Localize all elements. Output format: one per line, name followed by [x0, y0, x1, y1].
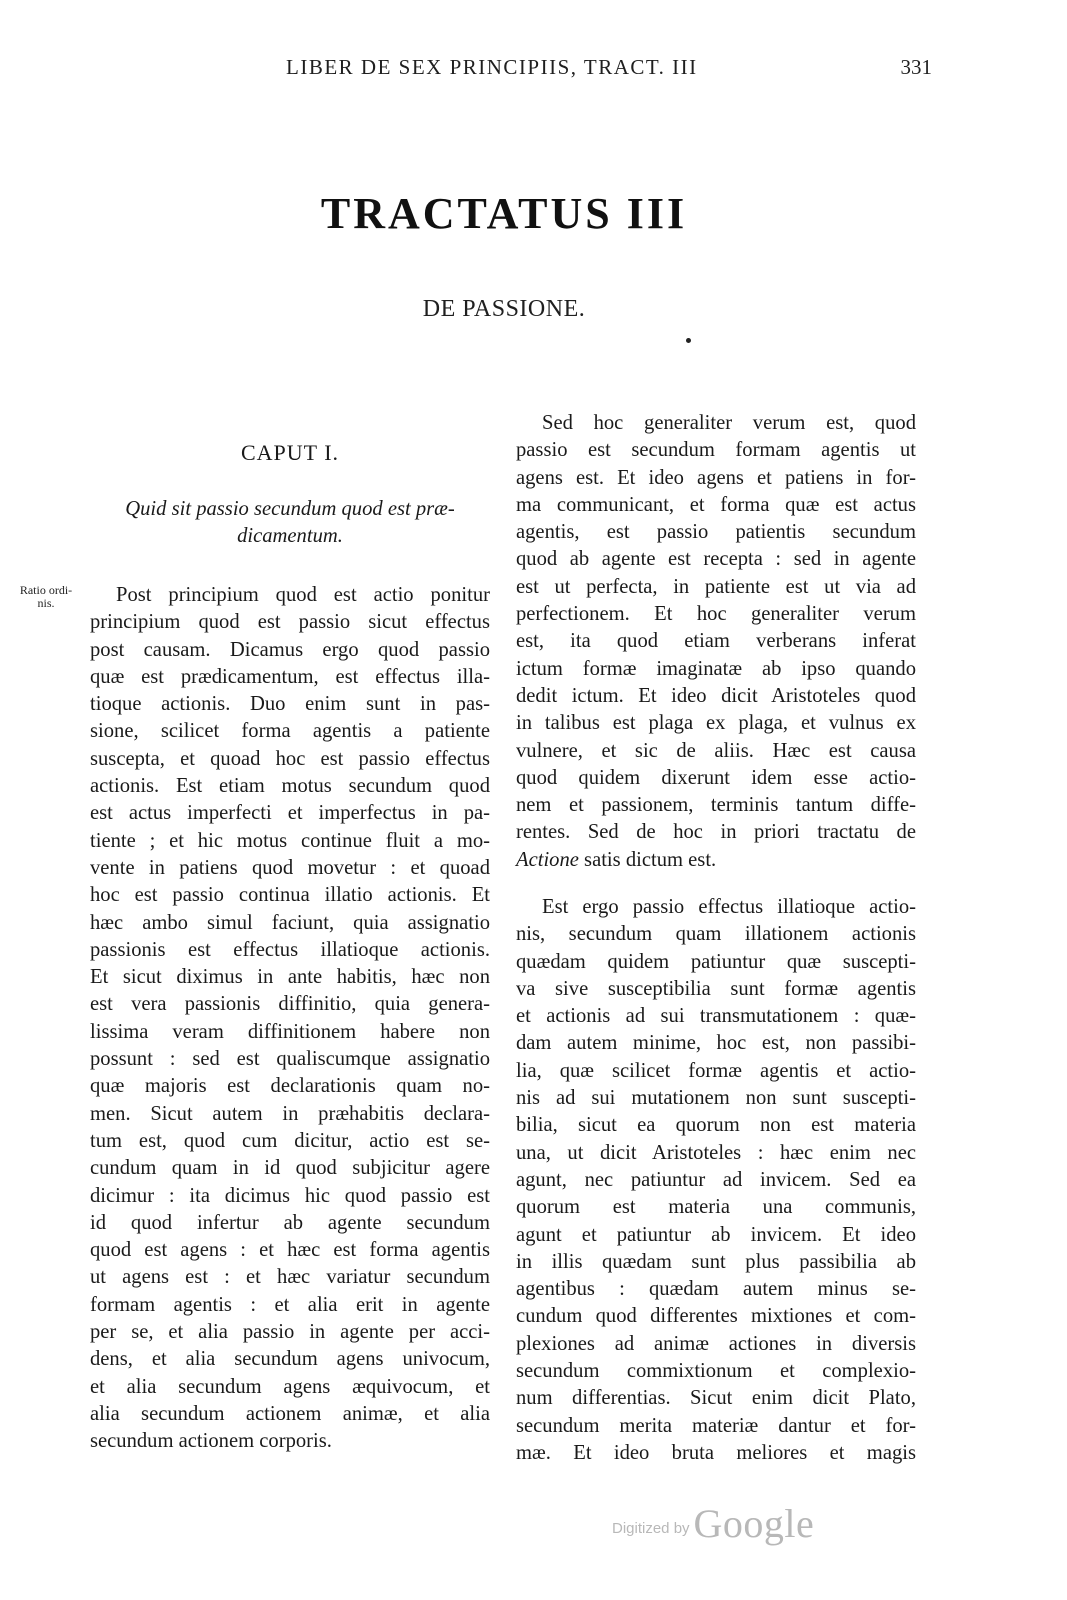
text-line: sione, scilicet forma agentis a patiente [90, 720, 490, 743]
text-line: passio est secundum formam agentis ut [516, 439, 916, 462]
text-line: agentibus : quædam autem minus se- [516, 1278, 916, 1301]
text-line: et alia secundum agens æquivocum, et [90, 1375, 490, 1398]
chapter-heading: CAPUT I. [240, 440, 340, 465]
text-line: nem et passionem, terminis tantum diffe- [516, 794, 916, 817]
digitized-watermark [612, 1500, 842, 1550]
ink-speck [686, 338, 691, 343]
margin-note [6, 584, 86, 610]
text-line: principium quod est passio sicut effectus [90, 611, 490, 634]
text-line: bilia, sicut ea quorum non est materia [516, 1114, 916, 1137]
text-line: ma communicant, et forma quæ est actus [516, 493, 916, 516]
text-line: men. Sicut autem in præhabitis declara- [90, 1102, 490, 1125]
text-line: actionis. Est etiam motus secundum quod [90, 775, 490, 798]
text-line: Et sicut diximus in ante habitis, hæc non [90, 966, 490, 989]
text-line: tioque actionis. Duo enim sunt in pas- [90, 693, 490, 716]
text-line: quod ab agente est recepta : sed in agente [516, 548, 916, 571]
text-line: lia, quæ scilicet formæ agentis et actio- [516, 1059, 916, 1082]
margin-note-line: Ratio ordi- [19, 583, 73, 597]
text-line: agunt et patiuntur ab invicem. Et ideo [516, 1223, 916, 1246]
text-line: quod est agens : et hæc est forma agentis [90, 1239, 490, 1262]
left-column-text [90, 582, 490, 1456]
text-line: ictum formæ imaginatæ ab ipso quando [516, 657, 916, 680]
text-line: mæ. Et ideo bruta meliores et magis [516, 1441, 916, 1464]
text-line: formam agentis : et alia erit in agente [90, 1293, 490, 1316]
text-line: tiente ; et hic motus continue fluit a mo- [90, 829, 490, 852]
tractatus-title: TRACTATUS III [320, 189, 688, 238]
text-line: suscepta, et quoad hoc est passio effectus [90, 747, 490, 770]
margin-note-line: nis. [37, 596, 55, 610]
text-line: est vera passionis diffinitio, quia genera- [90, 993, 490, 1016]
text-line: vente in patiens quod movetur : et quoad [90, 856, 490, 879]
text-line: lissima veram diffinitionem habere non [90, 1020, 490, 1043]
italic-word: Actione [516, 848, 579, 871]
text-line: agunt, nec patiuntur ad invicem. Sed ea [516, 1168, 916, 1191]
text-line: dens, et alia secundum agens univocum, [90, 1348, 490, 1371]
text-line: ut agens est : et hæc variatur secundum [90, 1266, 490, 1289]
text-line: Post principium quod est actio ponitur [116, 584, 490, 606]
text-line: quod quidem dixerunt idem esse actio- [516, 766, 916, 789]
text-line: possunt : sed est qualiscumque assignatio [90, 1048, 490, 1071]
text-line: quædam quidem patiuntur quæ suscepti- [516, 950, 916, 973]
running-head: LIBER DE SEX PRINCIPIIS, TRACT. III [286, 55, 698, 79]
text-line: agens est. Et ideo agens et patiens in for- [516, 466, 916, 489]
text-line: secundum merita materiæ dantur et for- [516, 1414, 916, 1437]
right-column-paragraph-2 [516, 894, 916, 1467]
text-line: dedit ictum. Et ideo dicit Aristoteles quod [516, 684, 916, 707]
text-line: agentis, est passio patientis secundum [516, 521, 916, 544]
text-line: Sed hoc generaliter verum est, quod [542, 412, 916, 434]
text-line: cundum quod differentes mixtiones et com- [516, 1305, 916, 1328]
text-line: est ut perfecta, in patiente est ut via ad [516, 575, 916, 598]
text-line: in talibus est plaga ex plaga, et vulnus ex [516, 712, 916, 735]
page-number: 331 [900, 55, 932, 79]
text-line: dicimur : ita dicimus hic quod passio est [90, 1184, 490, 1207]
text-line: cundum quam in id quod subjicitur agere [90, 1157, 490, 1180]
text-line: num differentias. Sicut enim dicit Plato, [516, 1387, 916, 1410]
text-line: hæc ambo simul faciunt, quia assignatio [90, 911, 490, 934]
chapter-subtitle-line: dicamentum. [237, 525, 343, 547]
text-line: est actus imperfecti et imperfectus in pa- [90, 802, 490, 825]
right-column-paragraph-1 [516, 410, 916, 874]
text-line: post causam. Dicamus ergo quod passio [90, 638, 490, 661]
text-line: nis ad sui mutationem non sunt suscepti- [516, 1087, 916, 1110]
text-line: Est ergo passio effectus illatioque actio- [542, 896, 916, 918]
text-line: secundum actionem corporis. [90, 1430, 332, 1453]
text-line: secundum commixtionum et complexio- [516, 1360, 916, 1383]
text-line: tum est, quod cum dicitur, actio est se- [90, 1129, 490, 1152]
text-line: va sive susceptibilia sunt formæ agentis [516, 977, 916, 1000]
text-line: perfectionem. Et hoc generaliter verum [516, 603, 916, 626]
text-run: satis dictum est. [578, 848, 717, 871]
text-line: hoc est passio continua illatio actionis. Et [90, 884, 490, 907]
text-line: in illis quædam sunt plus passibilia ab [516, 1250, 916, 1273]
text-line: id quod infertur ab agente secundum [90, 1211, 490, 1234]
text-line [516, 847, 916, 874]
google-logo: Google [693, 1501, 815, 1546]
watermark-prefix: Digitized by [612, 1520, 690, 1537]
text-line: per se, et alia passio in agente per acci- [90, 1321, 490, 1344]
text-line: et actionis ad sui transmutationem : quæ- [516, 1005, 916, 1028]
text-line: est, ita quod etiam verberans inferat [516, 630, 916, 653]
tractatus-subtitle: DE PASSIONE. [422, 296, 586, 322]
text-line: una, ut dicit Aristoteles : hæc enim nec [516, 1141, 916, 1164]
text-line: quæ majoris est declarationis quam no- [90, 1075, 490, 1098]
text-line: vulnere, et sic de aliis. Hæc est causa [516, 739, 916, 762]
text-line: passionis est effectus illatioque actionis. [90, 938, 490, 961]
chapter-subtitle [90, 496, 490, 550]
text-line: rentes. Sed de hoc in priori tractatu de [516, 821, 916, 844]
text-line: quorum est materia una communis, [516, 1196, 916, 1219]
text-line: alia secundum actionem animæ, et alia [90, 1402, 490, 1425]
text-line: plexiones ad animæ actiones in diversis [516, 1332, 916, 1355]
text-line: dam autem minime, hoc est, non passibi- [516, 1032, 916, 1055]
text-line: nis, secundum quam illationem actionis [516, 923, 916, 946]
text-line: quæ est prædicamentum, est effectus illa- [90, 665, 490, 688]
chapter-subtitle-line: Quid sit passio secundum quod est præ- [125, 498, 455, 520]
